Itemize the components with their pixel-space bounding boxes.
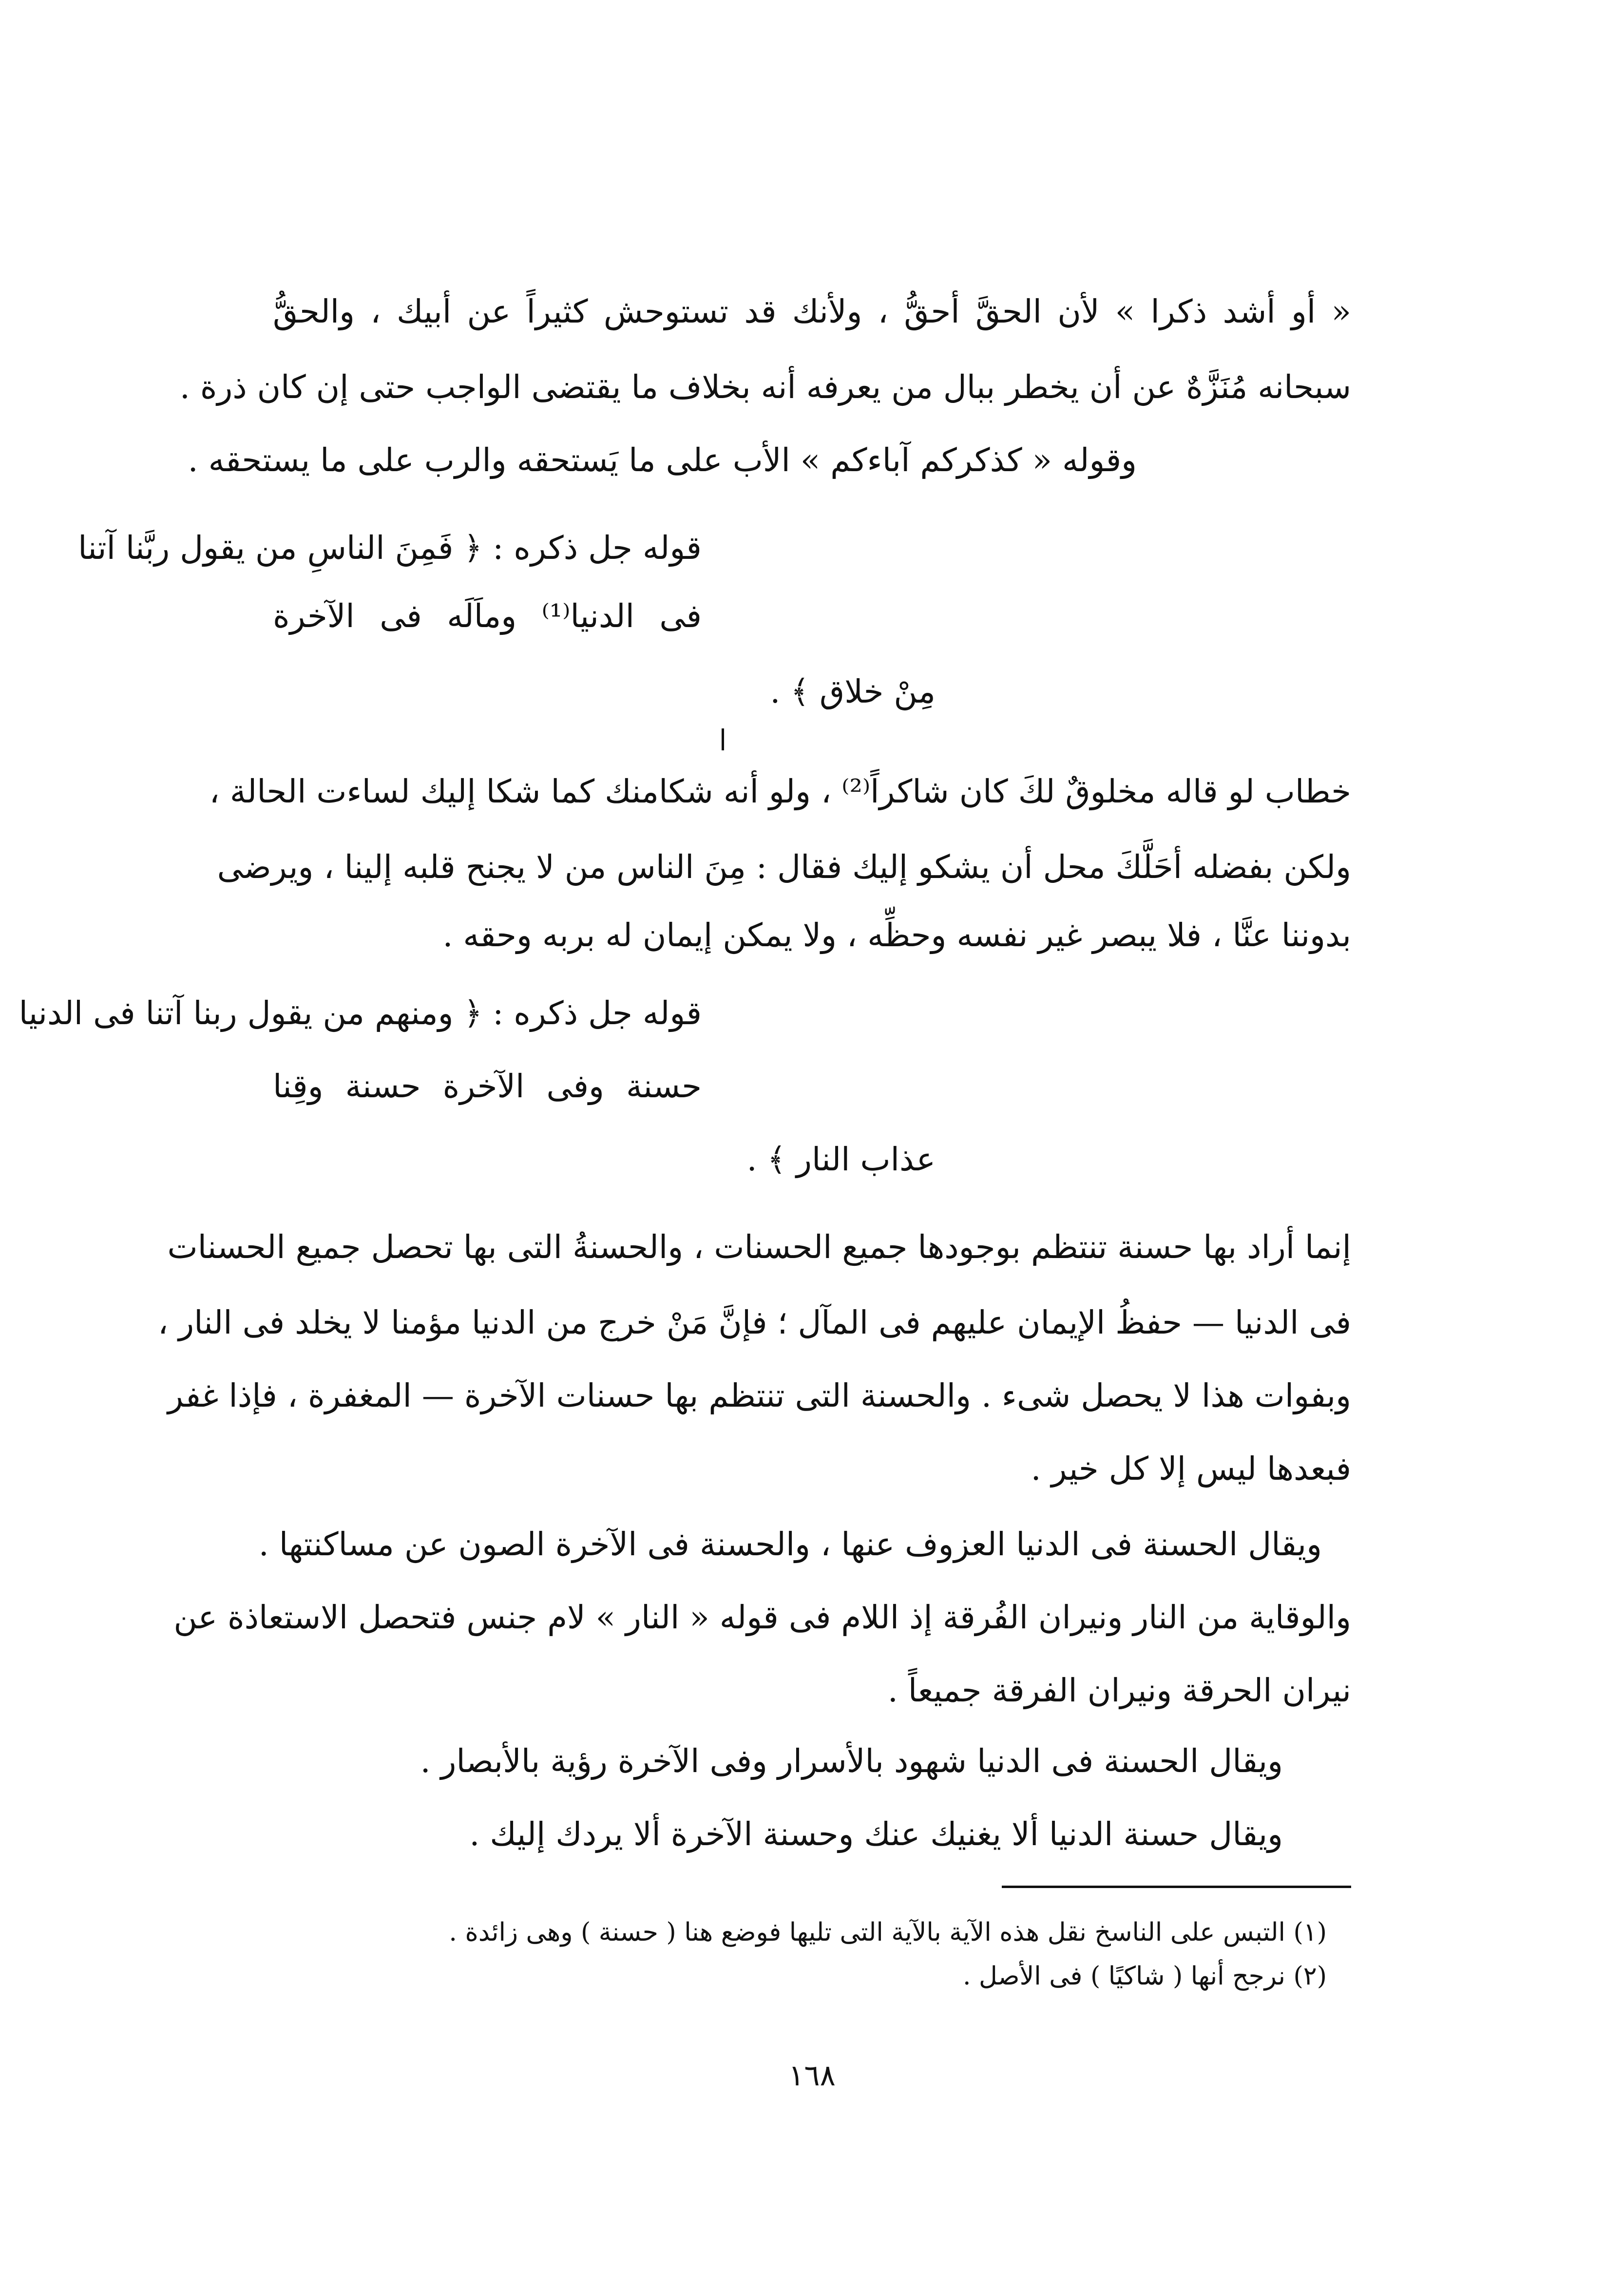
text-line: سبحانه مُنَزَّهٌ عن أن يخطر ببال من يعرفه أنه بخلاف ما يقتضى الواجب حتى إن كان ذرة .: [179, 368, 1351, 406]
text-line: فى الدنيا — حفظُ الإيمان عليهم فى المآل ؛ فإنَّ مَنْ خرج من الدنيا مؤمنا لا يخلد فى النار ،: [157, 1304, 1351, 1341]
verse-line: فى الدنيا⁽¹⁾ وماَلَه فى الآخرة: [273, 597, 702, 635]
verse-line: قوله جل ذكره : ﴿ ومنهم من يقول ربنا آتنا فى الدنيا: [19, 994, 702, 1032]
text-line: ولكن بفضله أحَلَّكَ محل أن يشكو إليك فقال : مِنَ الناس من لا يجنح قلبه إلينا ، ويرضى: [217, 848, 1351, 886]
text-line: فبعدها ليس إلا كل خير .: [1031, 1450, 1351, 1488]
footnote-divider: [1002, 1886, 1351, 1888]
text-line: بدوننا عنَّا ، فلا يبصر غير نفسه وحظِّه ، ولا يمكن إيمان له بربه وحقه .: [442, 916, 1351, 954]
paragraph-6: ويقال حسنة الدنيا ألا يغنيك عنك وحسنة الآخرة ألا يردك إليك .: [469, 1815, 1283, 1853]
separator-mark: [722, 728, 724, 750]
verse-line: مِنْ خلاق ﴾ .: [770, 673, 936, 710]
footnote-1: (١) التبس على الناسخ نقل هذه الآية بالآية التى تليها فوضع هنا ( حسنة ) وهى زائدة .: [449, 1918, 1327, 1947]
paragraph-5: ويقال الحسنة فى الدنيا شهود بالأسرار وفى الآخرة رؤية بالأبصار .: [420, 1742, 1283, 1780]
text-line: نيران الحرقة ونيران الفرقة جميعاً .: [887, 1672, 1351, 1709]
text-line: خطاب لو قاله مخلوقٌ لكَ كان شاكراً⁽²⁾ ، ولو أنه شكامنك كما شكا إليك لساءت الحالة ،: [209, 773, 1351, 810]
text-line: وبفوات هذا لا يحصل شىء . والحسنة التى تنتظم بها حسنات الآخرة — المغفرة ، فإذا غفر: [168, 1377, 1351, 1414]
text-line: والوقاية من النار ونيران الفُرقة إذ اللام فى قوله « النار » لام جنس فتحصل الاستعاذة عن: [173, 1599, 1351, 1636]
verse-line: قوله جل ذكره : ﴿ فَمِنَ الناسِ من يقول ربَّنا آتنا: [78, 529, 702, 567]
footnote-2: (٢) نرجح أنها ( شاكيًا ) فى الأصل .: [962, 1962, 1327, 1991]
verse-line: حسنة وفى الآخرة حسنة وقِنا: [273, 1068, 702, 1105]
verse-line: عذاب النار ﴾ .: [746, 1141, 936, 1178]
text-line: وقوله « كذكركم آباءكم » الأب على ما يَستحقه والرب على ما يستحقه .: [188, 441, 1137, 479]
text-line: « أو أشد ذكرا » لأن الحقَّ أحقُّ ، ولأنك قد تستوحش كثيراً عن أبيك ، والحقُّ: [273, 293, 1351, 330]
text-line: ويقال الحسنة فى الدنيا العزوف عنها ، والحسنة فى الآخرة الصون عن مساكنتها .: [258, 1526, 1322, 1563]
text-line: إنما أراد بها حسنة تنتظم بوجودها جميع الحسنات ، والحسنةُ التى بها تحصل جميع الحسنات: [167, 1228, 1351, 1266]
page-number: ١٦٨: [788, 2059, 836, 2093]
